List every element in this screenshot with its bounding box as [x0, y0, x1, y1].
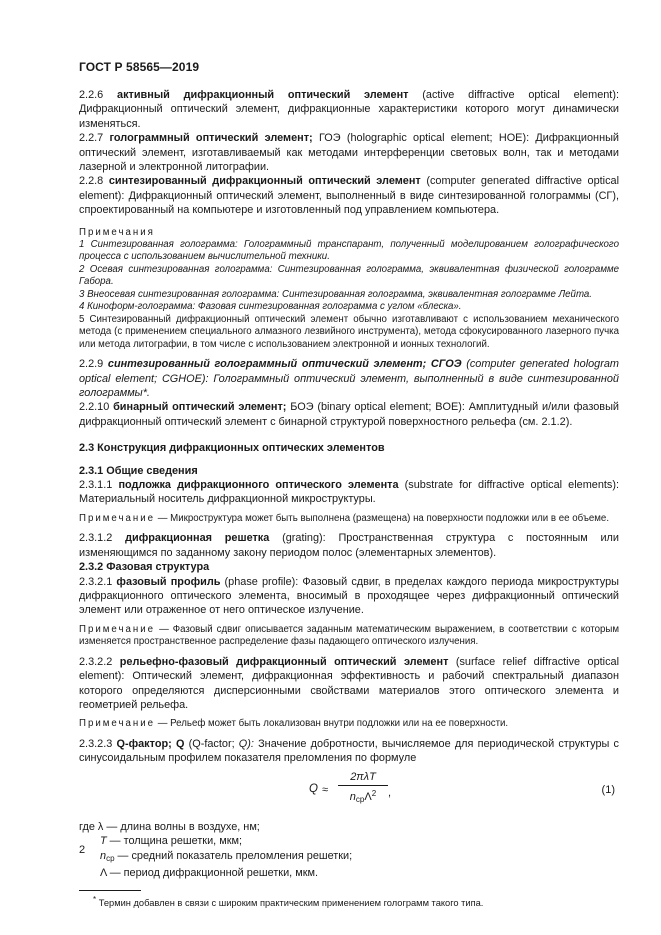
note-2-3-1-1: Примечание — Микроструктура может быть выполнена (размещена) на поверхности подложки или в ее объеме. — [79, 512, 610, 524]
formula-number: (1) — [601, 783, 615, 796]
note-1: 1 Синтезированная голограмма: Голограммный транспарант, полученный моделированием голографического процесса с использованием вычислительной техники. — [79, 238, 619, 263]
term-name: рельефно-фазовый дифракционный оптический элемент — [119, 655, 449, 668]
document-header: ГОСТ Р 58565—2019 — [79, 60, 200, 74]
page-number: 2 — [79, 844, 86, 856]
formula-q-factor: Q ≈ 2πλT $n_{ср}\Lambda^2$ , (1) — [79, 770, 619, 818]
term-name: бинарный оптический элемент; — [113, 401, 287, 414]
note-5: 5 Синтезированный дифракционный оптический элемент обычно изготавливают с использованием механического метода (с применением специального алмазного лезвийного инструмента), метода сфокусированного лазерного пучка или метода литографии, в том числе с использованием электронной и ионных технологий. — [79, 313, 619, 350]
note-2-3-2-1: Примечание — Фазовый сдвиг описывается заданным математическим выражением, в соответствии с которым изменяется пространственное распределение фазы падающего оптического излучения. — [79, 623, 619, 648]
where-item: $n_{ср}$ — средний показатель преломления решетки; — [100, 849, 353, 863]
term-2-3-2-1: 2.3.2.1 фазовый профиль (phase profile): Фазовый сдвиг, в пределах каждого периода микроструктуры дифракционного оптического элемента, вносимый в проходящее через дифракционный оптический элемент или отраженное от него оптическое излучение. — [79, 575, 619, 617]
footnote-separator — [79, 890, 141, 891]
term-name: подложка дифракционного оптического элемента — [118, 479, 399, 491]
where-item: где λ — длина волны в воздухе, нм; — [79, 820, 260, 833]
term-2-2-6: 2.2.6 активный дифракционный оптический элемент (active diffractive optical element): Дифракционный оптический элемент, дифракционные характеристики которого могут динамически изменяться. — [79, 89, 619, 130]
note-4: 4 Киноформ-голограмма: Фазовая синтезированная голограмма с углом «блеска». — [79, 301, 462, 313]
term-2-3-2-2: 2.3.2.2 рельефно-фазовый дифракционный оптический элемент (surface relief diffractive optical element): Оптический элемент, дифракционная эффективность и рабочий спектральный диапазон которого определяются дисперсионными свойствами материалов этого оптического элемента и геометрией рельефа. — [79, 655, 620, 711]
term-2-2-9: 2.2.9 синтезированный голограммный оптический элемент; СГОЭ (computer generated hologram optical element; CGHOE): Голограммный оптический элемент, выполненный в виде синтезированной голограммы*. — [79, 358, 619, 399]
document-body — [79, 88, 619, 909]
term-name: синтезированный дифракционный оптический элемент — [108, 175, 421, 188]
term-name: синтезированный голограммный оптический элемент; СГОЭ — [107, 358, 462, 371]
subsection-heading-2-3-1: 2.3.1 Общие сведения — [79, 464, 198, 477]
term-2-2-10: 2.2.10 бинарный оптический элемент; БОЭ (binary optical element; BOE): Амплитудный и/или фазовый дифракционный оптический элемент с бинарной структурой поверхностного рельефа (см. 2.1.2). — [79, 401, 619, 428]
term-name: Q-фактор; Q — [116, 737, 185, 750]
term-2-3-1-2: 2.3.1.2 дифракционная решетка (grating): Пространственная структура с постоянным или изменяющимся по заданному закону периодом полос (элементарных элементов). — [79, 532, 619, 559]
where-item: T — толщина решетки, мкм; — [100, 835, 242, 848]
term-name: активный дифракционный оптический элемент — [117, 89, 409, 101]
notes-title: Примечания — [79, 226, 155, 238]
term-2-2-8: 2.2.8 синтезированный дифракционный оптический элемент (computer generated diffractive optical element): Дифракционный оптический элемент, выполненный в виде синтезированной голограммы (СГ), спроектированный на компьютере и изготовленный под управлением компьютера. — [79, 175, 620, 217]
term-2-3-1-1: 2.3.1.1 подложка дифракционного оптического элемента (substrate for diffractive optical elements): Материальный носитель дифракционной микроструктуры. — [79, 479, 619, 506]
subsection-heading-2-3-2: 2.3.2 Фазовая структура — [79, 561, 210, 574]
formula-lhs: Q — [309, 782, 318, 795]
where-list — [79, 820, 619, 881]
formula-fraction — [338, 770, 388, 808]
term-2-2-7: 2.2.7 голограммный оптический элемент; ГОЭ (holographic optical element; HOE): Дифракционный оптический элемент, изготавливаемый как методами интерференции световых волн, так и методами лазерной и электронной литографии. — [79, 132, 619, 174]
term-name: фазовый профиль — [116, 575, 221, 588]
note-3: 3 Внеосевая синтезированная голограмма: Синтезированная голограмма, эквивалентная голограмме Лейта. — [79, 288, 592, 300]
formula-numerator: 2πλT — [338, 770, 388, 786]
note-2-3-2-2: Примечание — Рельеф может быть локализован внутри подложки или на ее поверхности. — [79, 718, 509, 730]
term-name: дифракционная решетка — [125, 532, 270, 545]
note-2: 2 Осевая синтезированная голограмма: Синтезированная голограмма, эквивалентная физической голограмме Габора. — [79, 263, 619, 288]
where-item: Λ — период дифракционной решетки, мкм. — [100, 866, 318, 879]
term-2-3-2-3: 2.3.2.3 Q-фактор; Q (Q-factor; Q): Значение добротности, вычисляемое для периодической структуры с синусоидальным профилем показателя преломления по формуле — [79, 737, 619, 765]
formula-relation: ≈ — [322, 783, 329, 796]
term-name: голограммный оптический элемент; — [109, 132, 313, 145]
section-heading-2-3: 2.3 Конструкция дифракционных оптических элементов — [79, 442, 385, 455]
footnote: * Термин добавлен в связи с широким практическим применением голограмм такого типа. — [93, 895, 484, 909]
formula-denominator: $n_{ср}\Lambda^2$ — [349, 789, 377, 805]
